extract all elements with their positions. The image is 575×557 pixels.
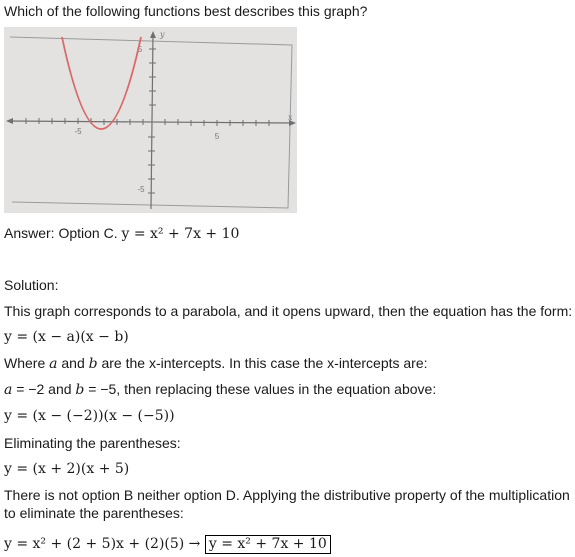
y-axis-letter: y: [160, 30, 165, 39]
equation-factored: y = (x + 2)(x + 5): [4, 461, 130, 477]
boxed-final-equation: y = x² + 7x + 10: [205, 535, 331, 554]
x-tick-label-pos5: 5: [214, 132, 220, 141]
solution-paragraph-distributive: There is not option B neither option D. Applying the distributive property of the multiplication to eliminate the parentheses:: [4, 487, 570, 521]
x-tick-label-neg5: -5: [74, 127, 82, 136]
answer-prefix: Answer: Option C.: [4, 225, 118, 241]
solution-heading: Solution:: [4, 277, 59, 293]
solution-paragraph-intercepts: [4, 354, 428, 373]
var-a-value-label: a: [4, 382, 13, 398]
graph-background: [4, 27, 297, 213]
solution-paragraph-eliminating: Eliminating the parentheses:: [4, 435, 181, 451]
value-a-text: = −2 and: [12, 381, 76, 397]
graph-svg: [4, 27, 297, 213]
y-tick-label-pos5: 5: [137, 45, 143, 54]
equation-general-form: y = (x − a)(x − b): [4, 329, 129, 345]
answer-line: [4, 224, 239, 243]
var-b: b: [88, 356, 98, 372]
text-where: Where: [4, 355, 50, 371]
equation-expanded: [4, 535, 331, 554]
y-tick-label-neg5: -5: [137, 185, 145, 194]
solution-paragraph-form: This graph corresponds to a parabola, and it opens upward, then the equation has the form:: [4, 303, 573, 319]
equation-substituted: y = (x − (−2))(x − (−5)): [4, 408, 175, 424]
parabola-graph-image: [4, 27, 297, 213]
answer-equation: y = x² + 7x + 10: [121, 226, 240, 242]
equation-expanded-left: y = x² + (2 + 5)x + (2)(5) →: [4, 536, 201, 552]
value-b-text: = −5, then replacing these values in the equation above:: [84, 381, 437, 397]
question-text: Which of the following functions best describes this graph?: [4, 3, 368, 19]
var-a: a: [49, 356, 58, 372]
text-intercepts: are the x-intercepts. In this case the x-intercepts are:: [97, 355, 428, 371]
text-and: and: [57, 355, 89, 371]
solution-paragraph-values: [4, 380, 436, 399]
var-b-value-label: b: [75, 382, 85, 398]
x-axis-letter: x: [288, 113, 293, 122]
